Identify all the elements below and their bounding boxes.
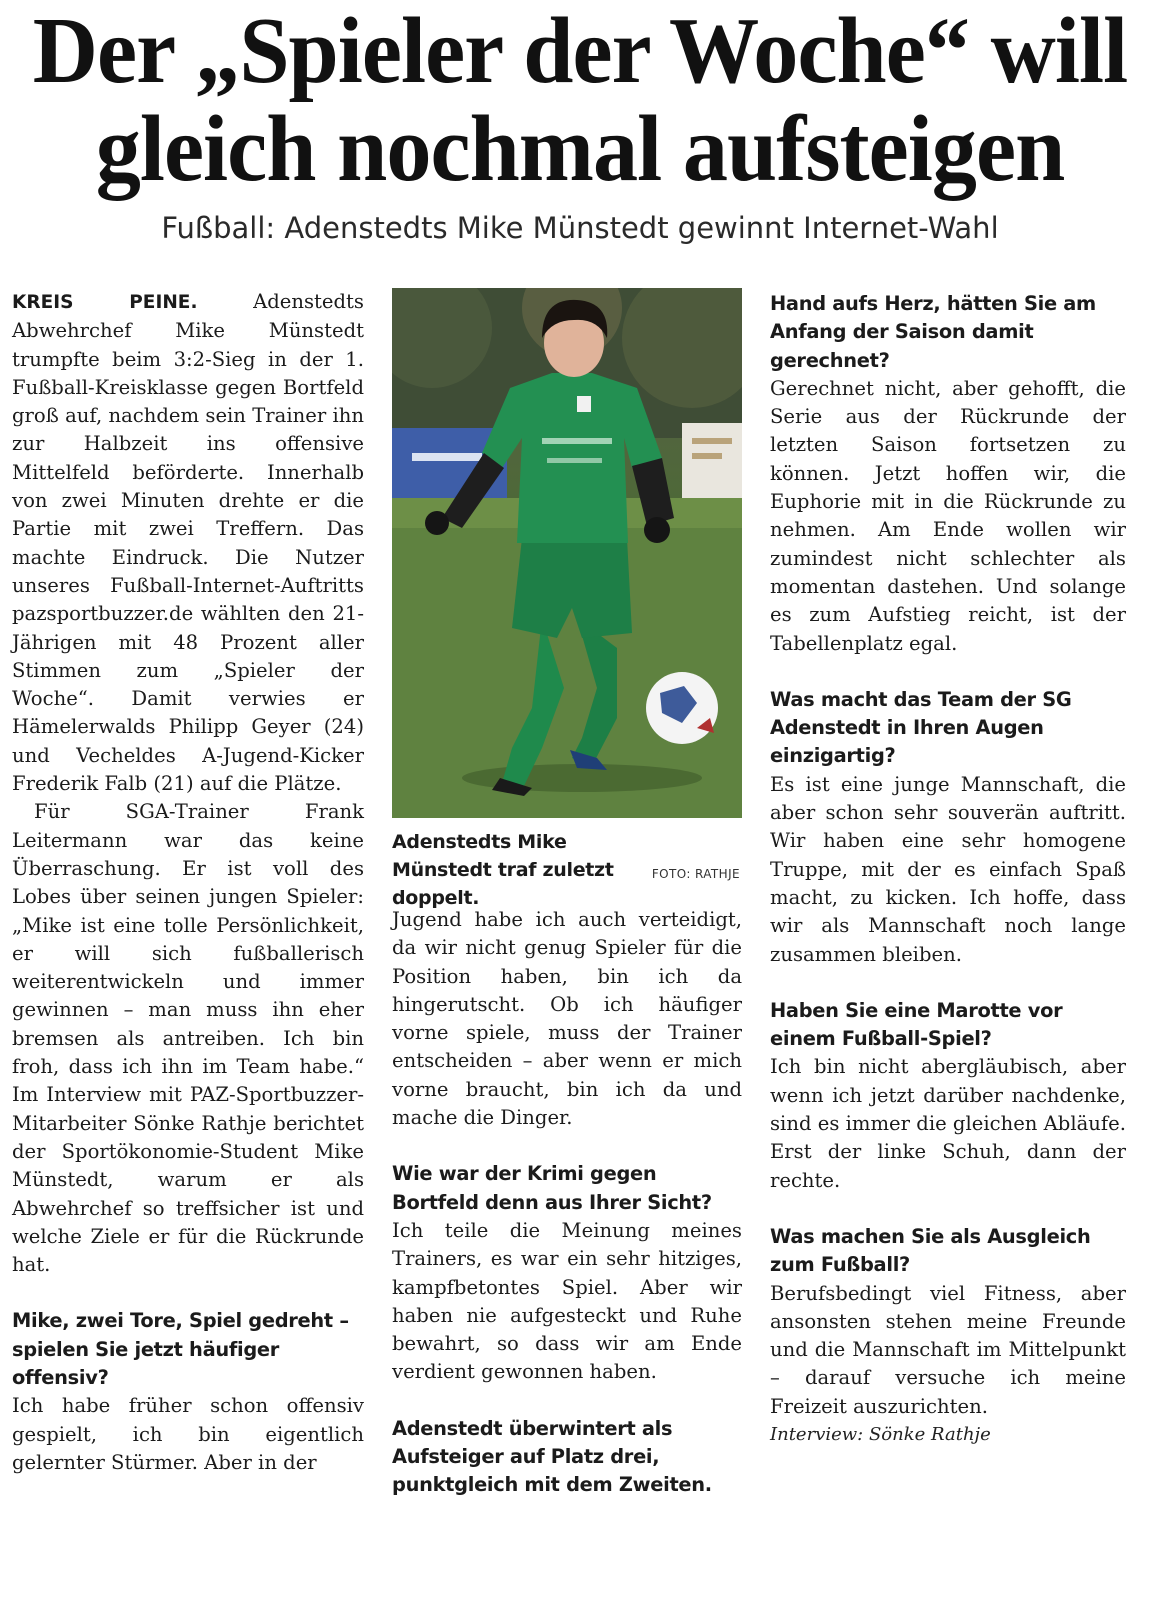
headline-line-2: gleich nochmal aufsteigen <box>95 97 1065 201</box>
interview-question-1: Mike, zwei Tore, Spiel gedreht – spielen Sie jetzt häufiger offensiv? <box>12 1309 349 1389</box>
intro-text: Adenstedts Abwehrchef Mike Münstedt trumpfte beim 3:2-Sieg in der 1. Fußball-Kreisklasse gegen Bortfeld groß auf, nachdem sein Trainer ihn zur Halbzeit ins offensive Mittelfeld beförderte. Innerhalb von zwei Minuten drehte er die Partie mit zwei Treffern. Das machte Eindruck. Die Nutzer unseres Fußball-Internet-Auftritts pazsportbuzzer.de wählten den 21-Jährigen mit 48 Prozent aller Stimmen zum „Spieler der Woche“. Damit verwies er Hämelerwalds Philipp Geyer (24) und Vecheldes A-Jugend-Kicker Frederik Falb (21) auf die Plätze. <box>12 290 364 796</box>
interview-answer-2: Ich teile die Meinung meines Trainers, es war ein sehr hitziges, kampfbetontes Spiel. Aber wir haben nie aufgesteckt und Ruhe bewahrt, so dass wir am Ende verdient gewonnen haben. <box>392 1218 742 1384</box>
player-photo <box>392 288 742 818</box>
interview-answer-5: Ich bin nicht abergläubisch, aber wenn ich jetzt darüber nachdenke, sind es immer die gleichen Abläufe. Erst der linke Schuh, dann der rechte. <box>770 1055 1126 1192</box>
interview-answer-1: Ich habe früher schon offensiv gespielt, ich bin eigentlich gelernter Stürmer. Aber in der <box>12 1394 364 1474</box>
article-column-2 <box>392 288 742 1500</box>
paragraph-trainer: Für SGA-Trainer Frank Leitermann war das keine Überraschung. Er ist voll des Lobes über seinen jungen Spieler: „Mike ist eine tolle Persönlichkeit, er will sich fußballerisch weiterentwickeln und immer gewinnen – man muss ihn eher bremsen als antreiben. Ich bin froh, dass ich ihn im Team habe.“ Im Interview mit PAZ-Sportbuzzer-Mitarbeiter Sönke Rathje berichtet der Sportökonomie-Student Mike Münstedt, warum er als Abwehrchef so treffsicher ist und welche Ziele er für die Rückrunde hat. <box>12 800 364 1277</box>
interview-byline: Interview: Sönke Rathje <box>770 1423 991 1445</box>
headline-line-1: Der „Spieler der Woche“ will <box>32 0 1128 103</box>
article-column-1 <box>12 288 364 1477</box>
interview-answer-1-continued: Jugend habe ich auch verteidigt, da wir nicht genug Spieler für die Position haben, bin ich da hingerutscht. Ob ich häufiger vorne spiele, muss der Trainer entscheiden – aber wenn er mich vorne braucht, bin ich da und mache die Dinger. <box>392 908 742 1130</box>
interview-question-4: Was macht das Team der SG Adenstedt in Ihren Augen einzigartig? <box>770 687 1072 768</box>
article-column-3 <box>770 290 1126 1449</box>
interview-answer-3: Gerechnet nicht, aber gehofft, die Serie aus der Rückrunde der letzten Saison fortsetzen zu können. Jetzt hoffen wir, die Euphorie mit in die Rückrunde zu nehmen. Am Ende wollen wir zumindest nicht schlechter als momentan dastehen. Und solange es zum Aufstieg reicht, ist der Tabellenplatz egal. <box>770 376 1126 655</box>
interview-question-6: Was machen Sie als Ausgleich zum Fußball? <box>770 1224 1091 1277</box>
dateline: KREIS PEINE. <box>12 292 198 313</box>
intro-paragraph <box>12 288 364 798</box>
interview-answer-4: Es ist eine junge Mannschaft, die aber schon sehr souverän auftritt. Wir haben eine sehr homogene Truppe, mit der es einfach Spaß macht, zu kicken. Ich hoffe, dass wir als Mannschaft noch lange zusammen bleiben. <box>770 772 1126 966</box>
player-photo-illustration <box>392 288 742 818</box>
photo-credit: FOTO: RATHJE <box>651 867 740 881</box>
photo-caption-block <box>392 828 742 909</box>
photo-caption: Adenstedts Mike Münstedt traf zuletzt doppelt. <box>392 831 614 909</box>
interview-question-5: Haben Sie eine Marotte vor einem Fußball-Spiel? <box>770 998 1063 1051</box>
interview-question-3: Adenstedt überwintert als Aufsteiger auf Platz drei, punktgleich mit dem Zweiten. <box>392 1416 712 1497</box>
interview-question-2: Wie war der Krimi gegen Bortfeld denn aus Ihrer Sicht? <box>392 1162 712 1214</box>
interview-question-3-continued: Hand aufs Herz, hätten Sie am Anfang der Saison damit gerechnet? <box>770 292 1096 372</box>
headline <box>23 0 1137 201</box>
subheadline: Fußball: Adenstedts Mike Münstedt gewinnt Internet-Wahl <box>161 211 999 245</box>
interview-answer-6: Berufsbedingt viel Fitness, aber ansonsten stehen meine Freunde und die Mannschaft im Mittelpunkt – darauf versuche ich meine Freizeit auszurichten. <box>770 1281 1126 1418</box>
